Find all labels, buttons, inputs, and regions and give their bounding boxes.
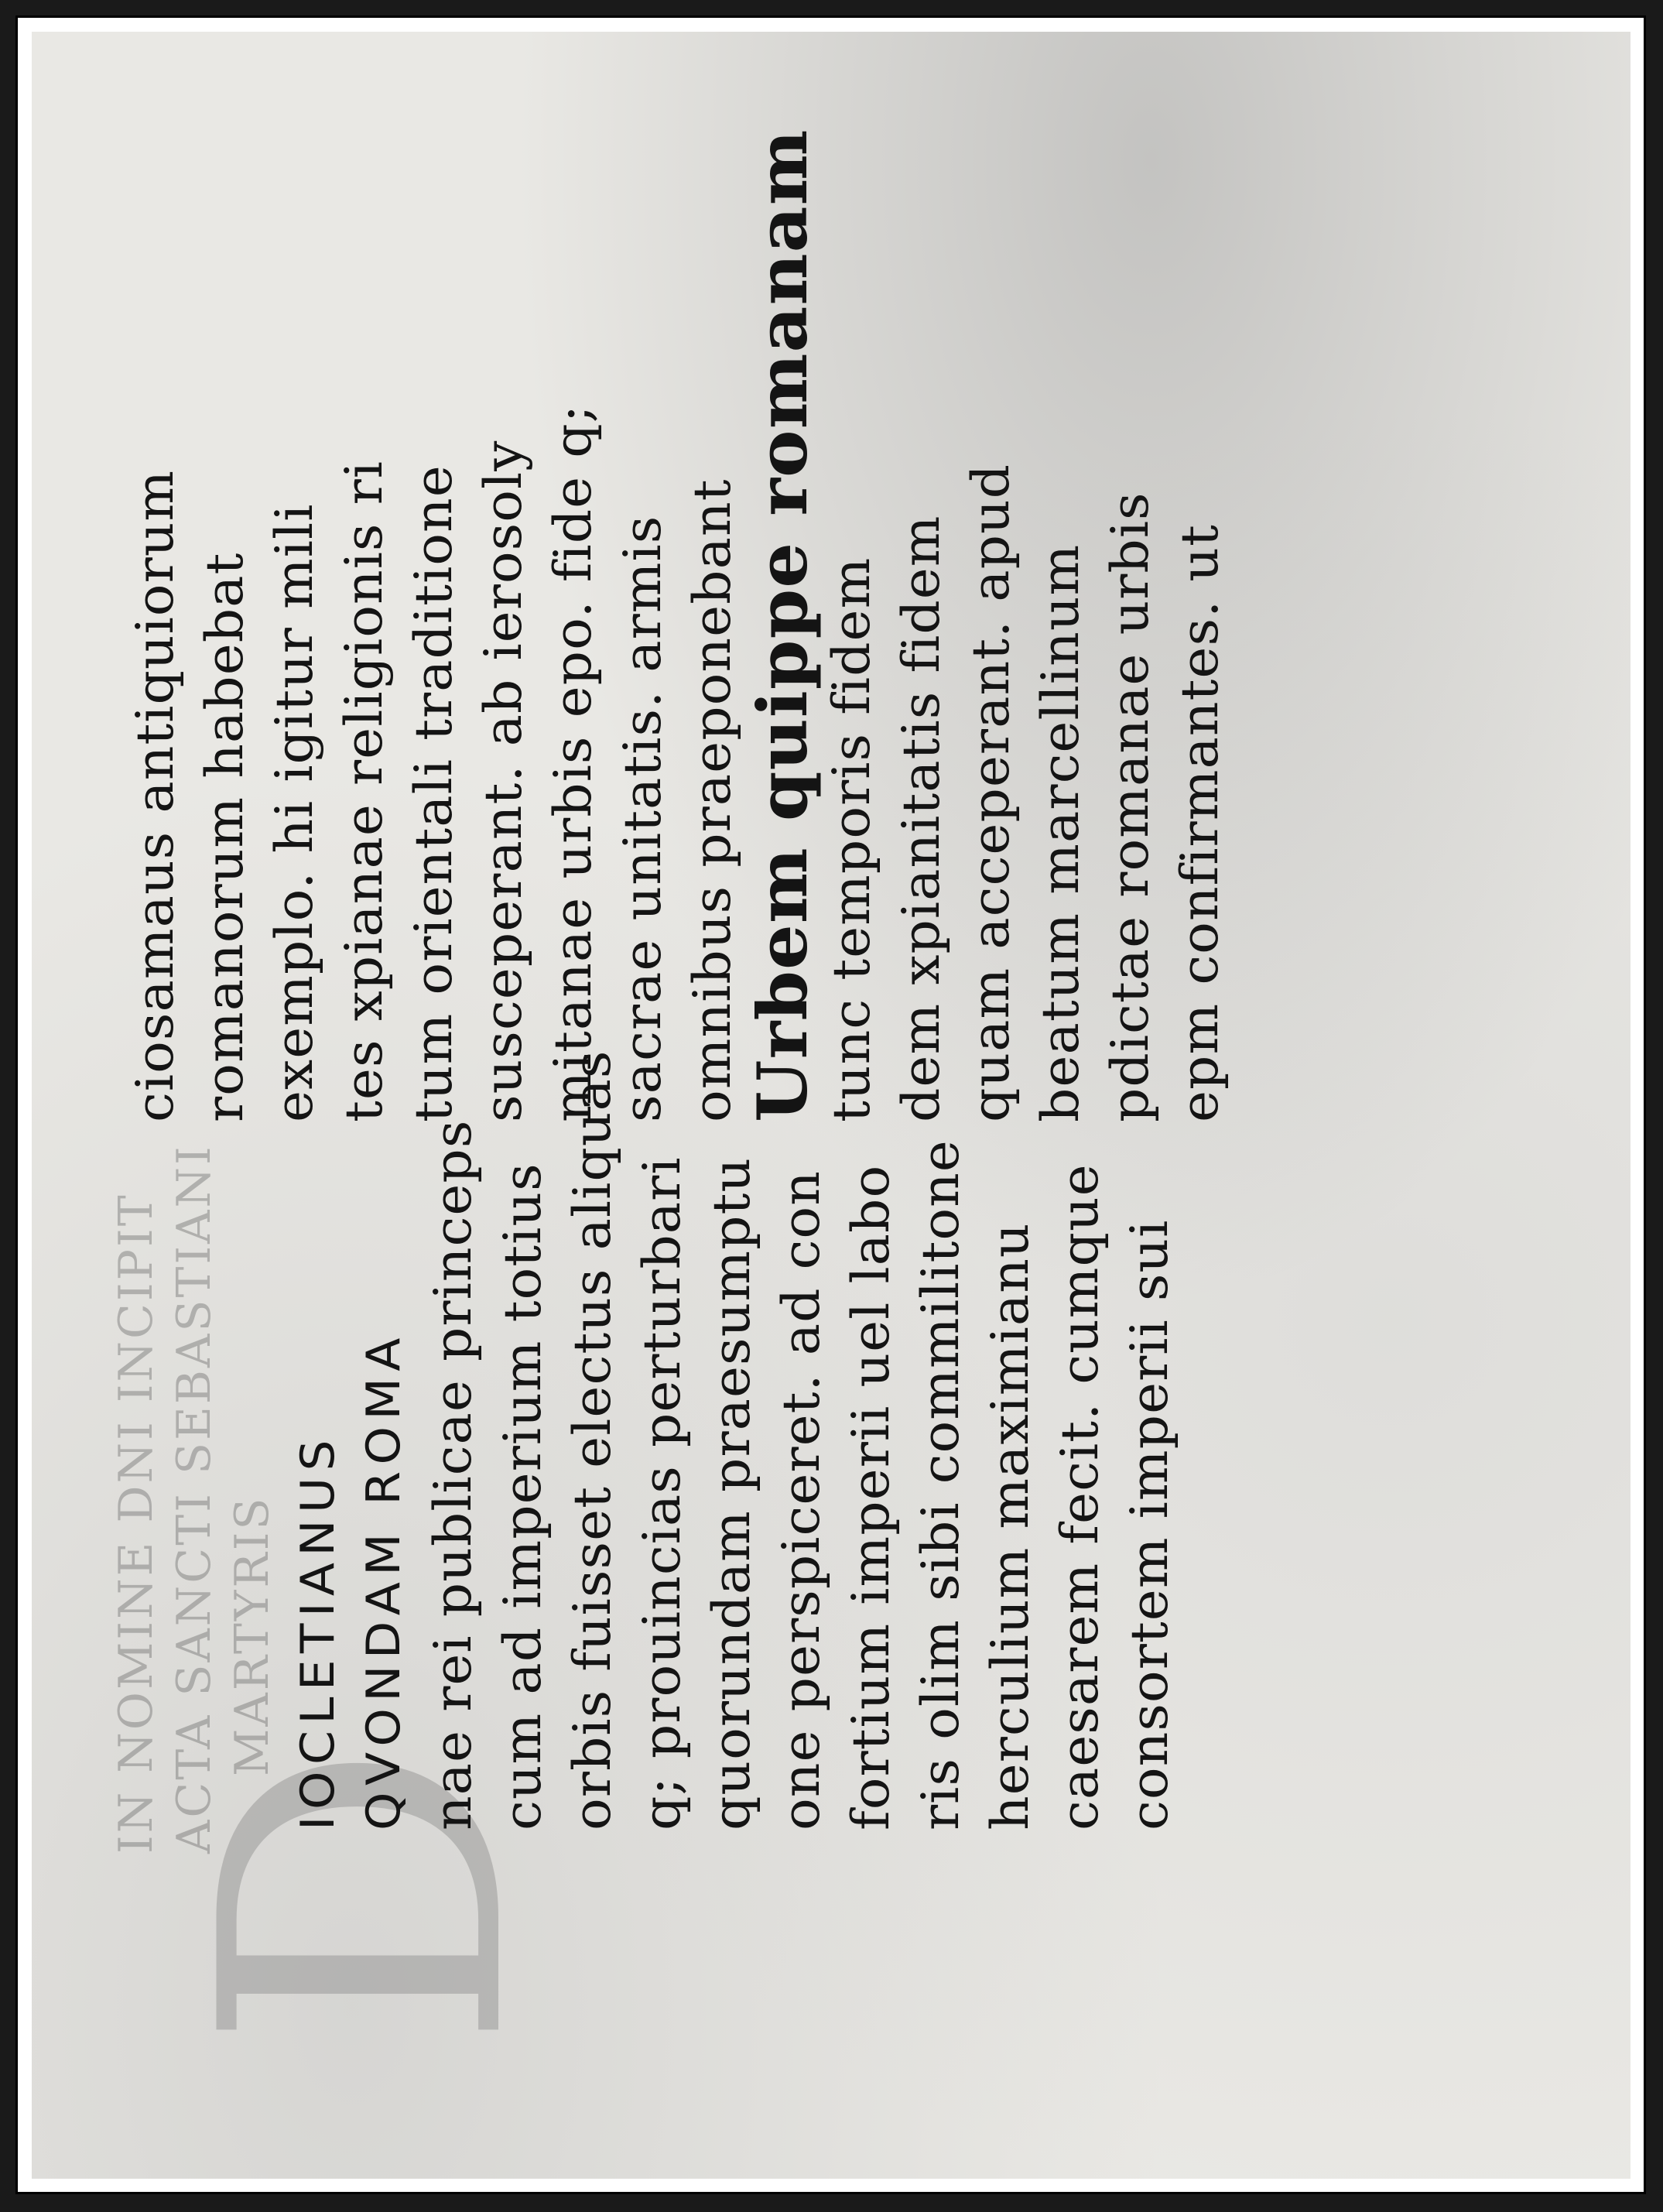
text-line: orbis fuisset electus aliquas (563, 1050, 622, 1830)
text-line: dem xpianitatis fidem (891, 515, 951, 1122)
text-line: ciosamaus antiquiorum (125, 469, 185, 1122)
text-line: cum ad imperium totius (493, 1162, 553, 1830)
manuscript-leaf (32, 32, 1630, 2179)
text-line: mitanae urbis epo. fide q; (543, 403, 603, 1122)
heading-line: QVONDAM ROMA (357, 1331, 411, 1830)
photo-frame (15, 15, 1646, 2194)
text-line: epm confirmantes. ut (1170, 524, 1230, 1122)
faded-rubric-line: ACTA SANCTI SEBASTIANI (167, 1144, 221, 1854)
text-line: caesarem fecit. cumque (1050, 1163, 1110, 1830)
text-line: quam acceperant. apud (961, 463, 1021, 1122)
text-line: quorundam praesumptu (702, 1156, 761, 1830)
text-line: Urbem quippe romanam (742, 128, 823, 1122)
text-line: beatum marcellinum (1031, 543, 1090, 1122)
text-line: tes xpianae religionis ri (334, 460, 394, 1122)
text-line: ris olim sibi commilitone (911, 1139, 970, 1830)
text-line: pdictae romanae urbis (1100, 491, 1160, 1122)
text-line: romanorum habebat (195, 552, 255, 1122)
text-line: sacrae unitatis. armis (613, 515, 672, 1122)
text-line: tunc temporis fidem (822, 556, 881, 1122)
rotated-page (32, 32, 1630, 2179)
heading-line: IOCLETIANUS (291, 1433, 345, 1830)
text-line: consortem imperii sui (1120, 1219, 1179, 1830)
text-line: one perspiceret. ad con (772, 1170, 831, 1830)
text-line: nae rei publicae princeps (423, 1119, 483, 1830)
text-line: fortium imperii uel labo (841, 1164, 901, 1830)
text-line: omnibus praeponebant (683, 478, 742, 1122)
text-line: susceperant. ab ierosoly (474, 440, 533, 1122)
text-line: tum orientali traditione (404, 464, 464, 1122)
faded-rubric-line: MARTYRIS (225, 1495, 279, 1776)
text-line: q; prouincias perturbari (632, 1156, 692, 1830)
text-line: exemplo. hi igitur mili (265, 503, 324, 1122)
text-line: herculium maximianu (980, 1222, 1040, 1830)
decorated-initial: D (139, 1741, 590, 2051)
faded-rubric-line: IN NOMINE DNI INCIPIT (109, 1193, 163, 1854)
